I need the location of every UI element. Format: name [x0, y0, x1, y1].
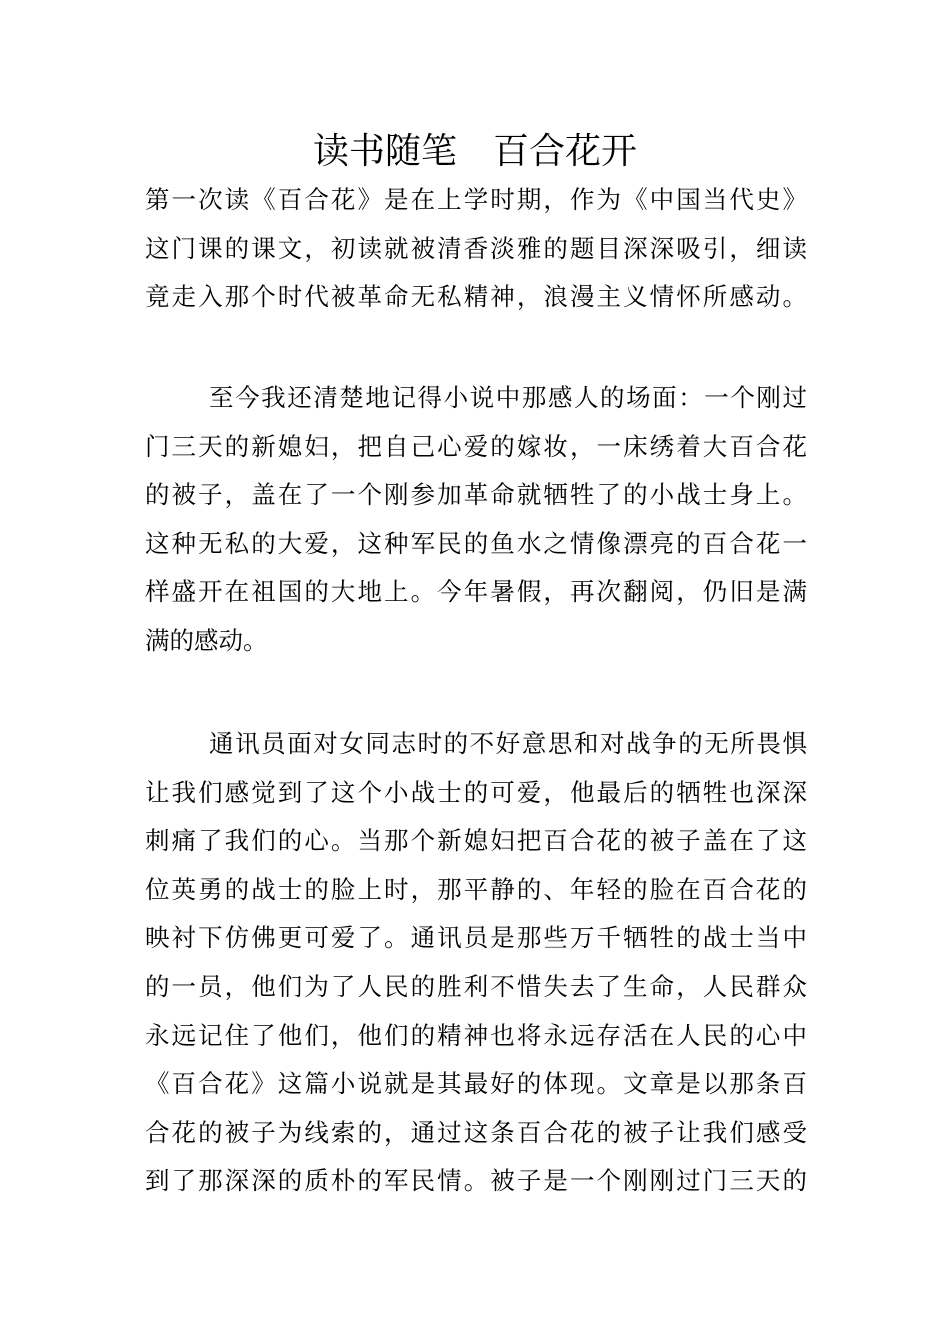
- text-line: 满的感动。: [145, 625, 268, 655]
- text-line: 竟走入那个时代被革命无私精神，浪漫主义情怀所感动。: [145, 282, 807, 312]
- paragraph-2: [145, 374, 807, 666]
- text-line: 门三天的新媳妇，把自己心爱的嫁妆，一床绣着大百合花: [145, 431, 807, 461]
- text-line: 样盛开在祖国的大地上。今年暑假，再次翻阅，仍旧是满: [145, 577, 807, 607]
- text-line: 刺痛了我们的心。当那个新媳妇把百合花的被子盖在了这: [145, 826, 807, 856]
- text-line: 合花的被子为线索的，通过这条百合花的被子让我们感受: [145, 1117, 807, 1147]
- text-line: 到了那深深的质朴的军民情。被子是一个刚刚过门三天的: [145, 1166, 807, 1196]
- text-line: 这种无私的大爱，这种军民的鱼水之情像漂亮的百合花一: [145, 528, 807, 558]
- text-line: 至今我还清楚地记得小说中那感人的场面：一个刚过: [209, 383, 807, 412]
- document-title: 读书随笔 百合花开: [312, 131, 637, 172]
- text-line: 的一员，他们为了人民的胜利不惜失去了生命，人民群众: [145, 971, 807, 1001]
- paragraph-1: [145, 176, 807, 322]
- text-line: 位英勇的战士的脸上时，那平静的、年轻的脸在百合花的: [145, 874, 807, 904]
- text-line: 这门课的课文，初读就被清香淡雅的题目深深吸引，细读: [145, 233, 807, 263]
- paragraph-3: [145, 720, 807, 1206]
- text-line: 的被子，盖在了一个刚参加革命就牺牲了的小战士身上。: [145, 480, 807, 510]
- text-line: 《百合花》这篇小说就是其最好的体现。文章是以那条百: [145, 1069, 807, 1099]
- text-line: 永远记住了他们，他们的精神也将永远存活在人民的心中: [145, 1020, 807, 1050]
- text-line: 让我们感觉到了这个小战士的可爱，他最后的牺牲也深深: [145, 777, 807, 807]
- text-line: 映衬下仿佛更可爱了。通讯员是那些万千牺牲的战士当中: [145, 923, 807, 953]
- text-line: 第一次读《百合花》是在上学时期，作为《中国当代史》: [145, 185, 807, 214]
- text-line: 通讯员面对女同志时的不好意思和对战争的无所畏惧: [209, 729, 807, 758]
